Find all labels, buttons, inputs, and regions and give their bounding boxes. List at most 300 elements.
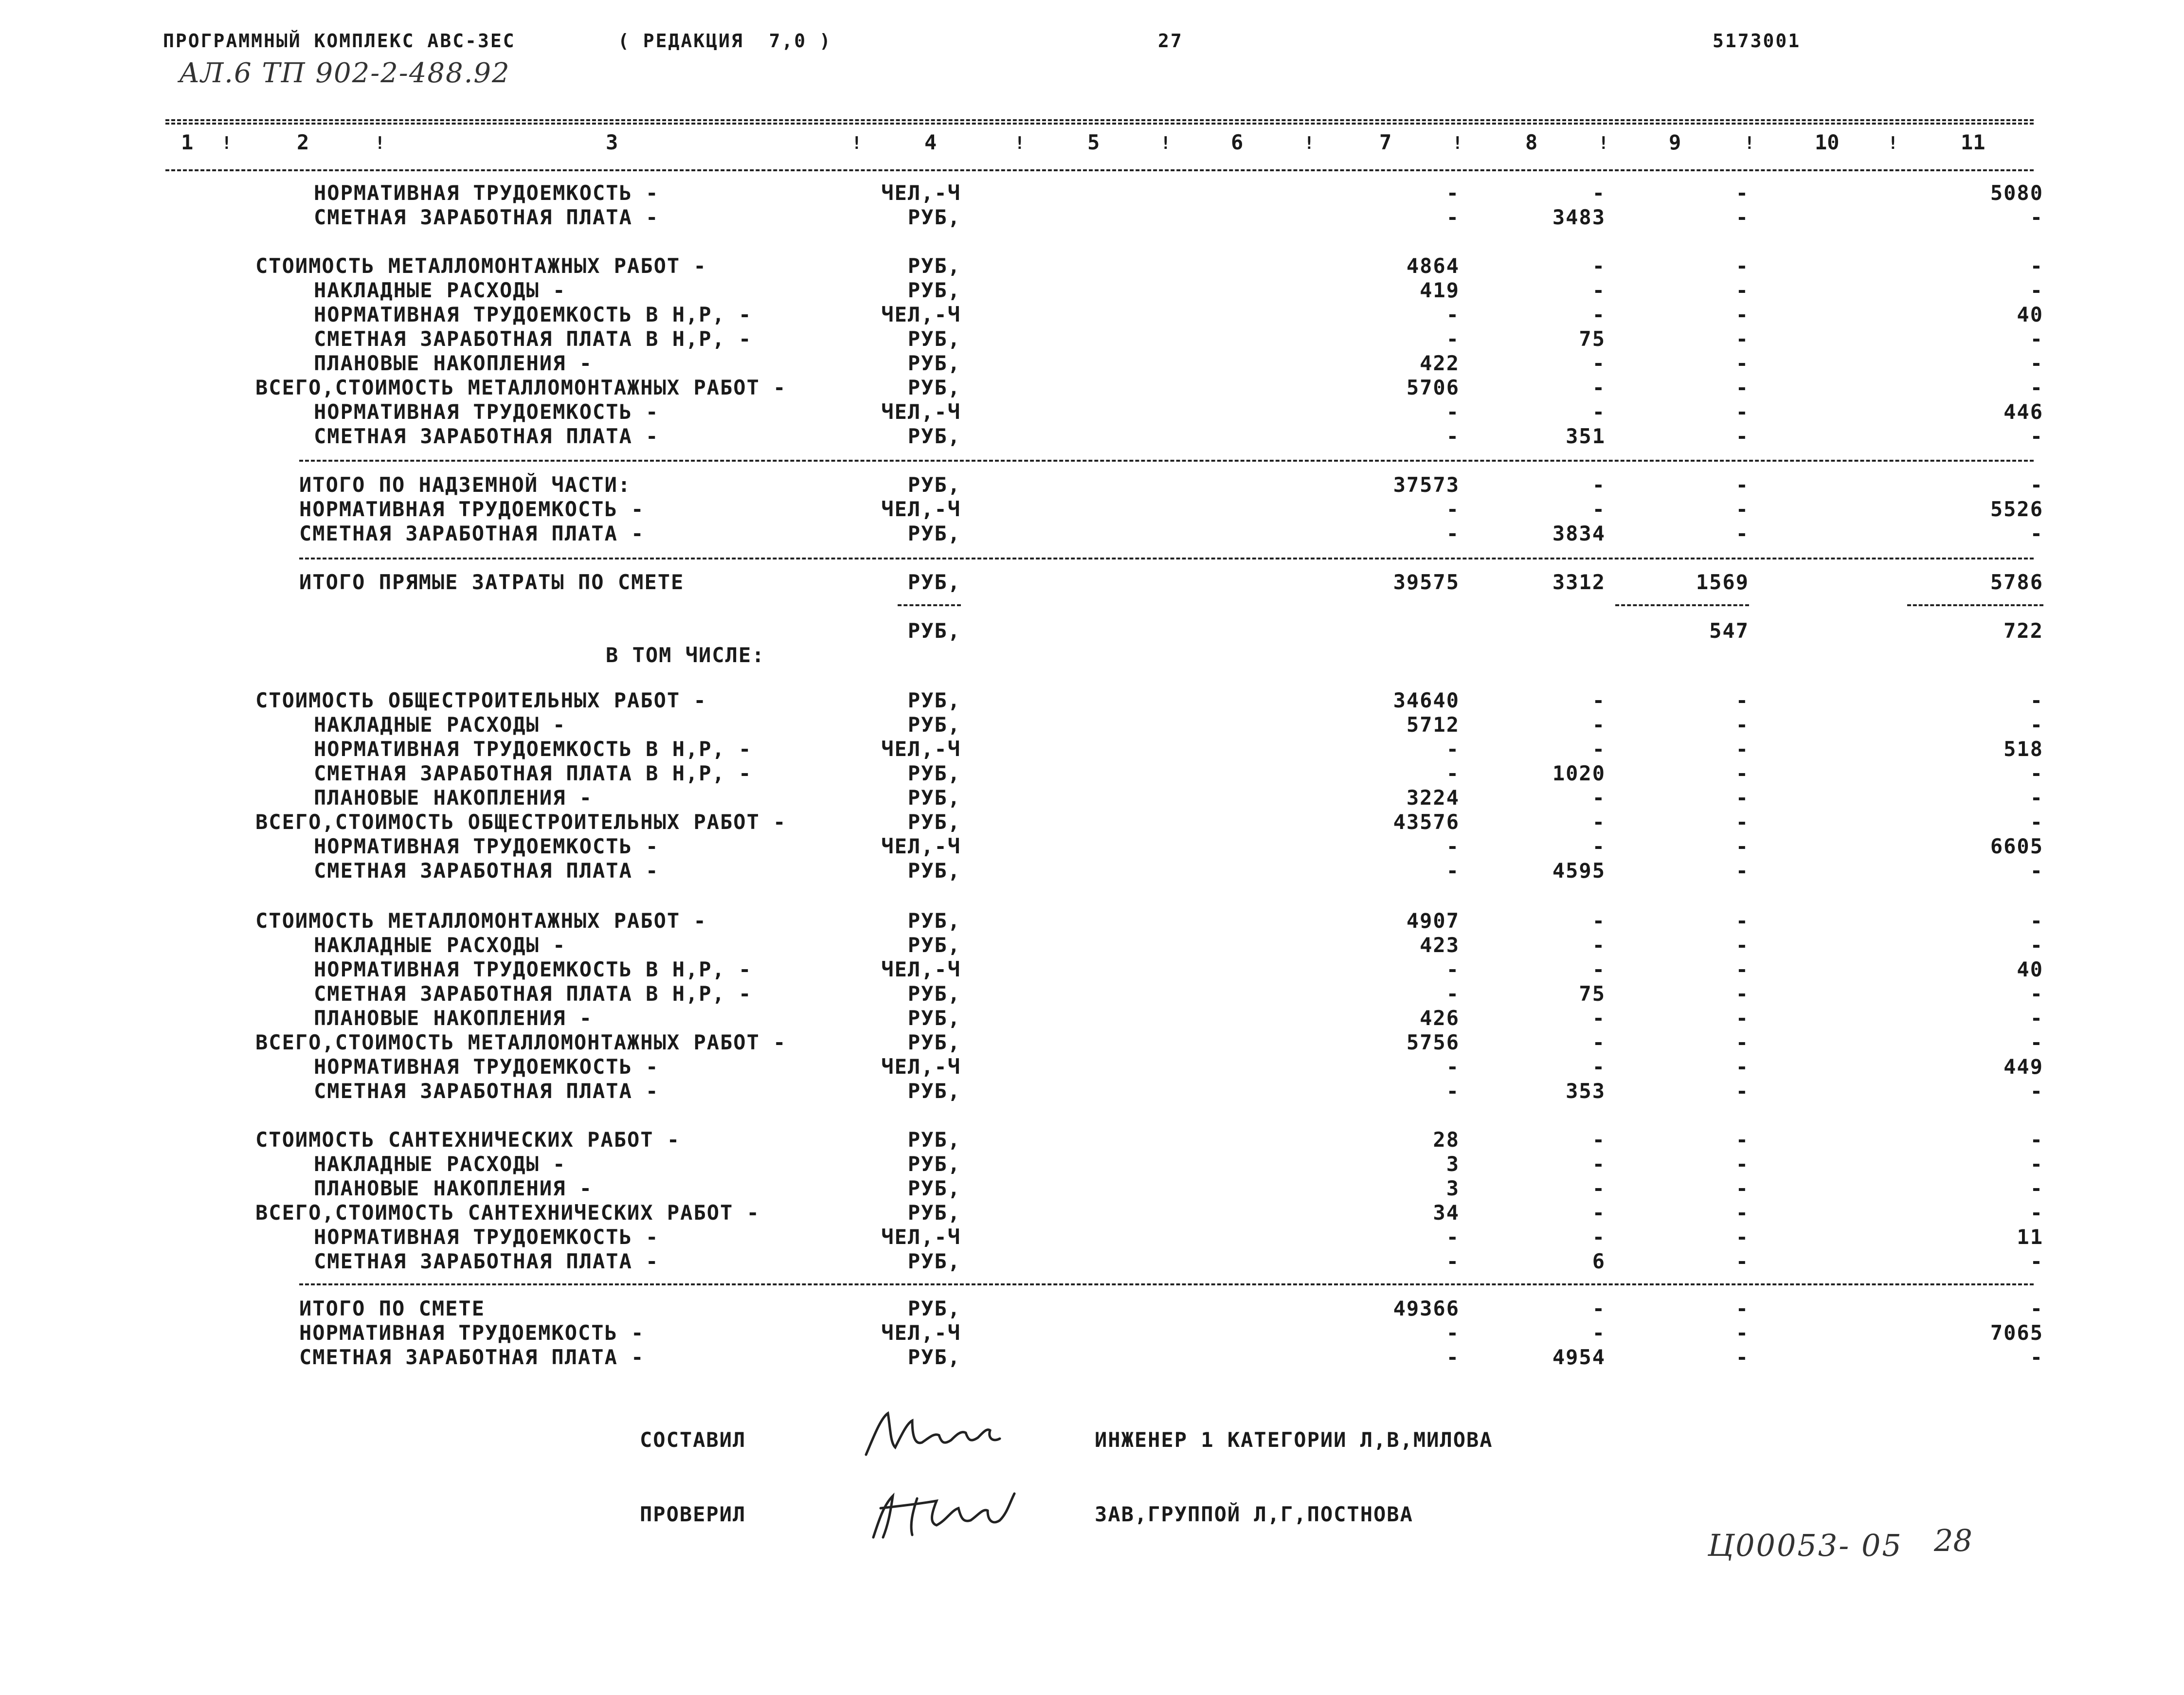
column-number: 7 bbox=[1379, 130, 1392, 154]
cost-cell: 49366 bbox=[1393, 1297, 1460, 1320]
row-label: НОРМАТИВНАЯ ТРУДОЕМКОСТЬ - bbox=[314, 834, 659, 858]
row-label: СМЕТНАЯ ЗАРАБОТНАЯ ПЛАТА - bbox=[299, 1345, 645, 1369]
unit-cell: ЧЕЛ,-Ч bbox=[881, 303, 961, 326]
cost-cell: 3224 bbox=[1406, 786, 1460, 810]
table-row bbox=[0, 1128, 2184, 1152]
labor-cell: - bbox=[2030, 982, 2043, 1006]
cost-cell: 43576 bbox=[1393, 810, 1460, 834]
machine-cell: - bbox=[1735, 278, 1749, 302]
machine-cell: - bbox=[1735, 205, 1749, 229]
row-label: НАКЛАДНЫЕ РАСХОДЫ - bbox=[314, 278, 566, 302]
cost-cell: 37573 bbox=[1393, 473, 1460, 497]
column-separator: ! bbox=[1888, 133, 1898, 153]
table-row bbox=[0, 1079, 2184, 1103]
unit-cell: РУБ, bbox=[907, 713, 961, 737]
row-label: НОРМАТИВНАЯ ТРУДОЕМКОСТЬ - bbox=[314, 1225, 659, 1249]
unit-cell: РУБ, bbox=[907, 761, 961, 785]
row-label: СМЕТНАЯ ЗАРАБОТНАЯ ПЛАТА В Н,Р, - bbox=[314, 761, 752, 785]
table-row bbox=[0, 570, 2184, 595]
cost-cell: - bbox=[1446, 1321, 1460, 1345]
labor-cell: - bbox=[2030, 351, 2043, 375]
checked-label: ПРОВЕРИЛ bbox=[640, 1502, 746, 1526]
labor-cell: 6605 bbox=[1990, 834, 2043, 858]
column-number: 2 bbox=[297, 130, 309, 154]
column-number: 8 bbox=[1525, 130, 1538, 154]
labor-cell: 40 bbox=[2017, 303, 2043, 326]
labor-cell: 449 bbox=[2004, 1055, 2043, 1079]
unit-cell: РУБ, bbox=[907, 786, 961, 810]
wage-cell: - bbox=[1592, 933, 1606, 957]
row-label: СТОИМОСТЬ САНТЕХНИЧЕСКИХ РАБОТ - bbox=[255, 1128, 681, 1152]
wage-cell: 4595 bbox=[1552, 859, 1606, 883]
labor-cell: - bbox=[2030, 1201, 2043, 1225]
labor-cell: - bbox=[2030, 859, 2043, 883]
row-label: НОРМАТИВНАЯ ТРУДОЕМКОСТЬ - bbox=[314, 400, 659, 424]
wage-cell: 353 bbox=[1566, 1079, 1606, 1103]
machine-cell: - bbox=[1735, 1079, 1749, 1103]
wage-cell: 75 bbox=[1579, 327, 1606, 351]
wage-cell: 4954 bbox=[1552, 1345, 1606, 1369]
row-label: ПЛАНОВЫЕ НАКОПЛЕНИЯ - bbox=[314, 351, 593, 375]
table-row bbox=[0, 1055, 2184, 1079]
labor-cell: 446 bbox=[2004, 400, 2043, 424]
machine-cell: - bbox=[1735, 933, 1749, 957]
labor-cell: 5786 bbox=[1990, 570, 2043, 594]
cost-cell: - bbox=[1446, 834, 1460, 858]
cost-cell: 34 bbox=[1433, 1201, 1460, 1225]
cost-cell: - bbox=[1446, 737, 1460, 761]
labor-cell: - bbox=[2030, 424, 2043, 448]
cost-cell: - bbox=[1446, 1249, 1460, 1273]
labor-cell: 11 bbox=[2017, 1225, 2043, 1249]
table-row bbox=[0, 497, 2184, 522]
table-row bbox=[0, 303, 2184, 327]
labor-cell: - bbox=[2030, 278, 2043, 302]
machine-cell: - bbox=[1735, 737, 1749, 761]
labor-cell: - bbox=[2030, 713, 2043, 737]
labor-cell: - bbox=[2030, 1345, 2043, 1369]
row-label: ВСЕГО,СТОИМОСТЬ МЕТАЛЛОМОНТАЖНЫХ РАБОТ - bbox=[255, 376, 787, 399]
wage-cell: - bbox=[1592, 1176, 1606, 1200]
wage-cell: - bbox=[1592, 957, 1606, 981]
wage-cell: 351 bbox=[1566, 424, 1606, 448]
unit-cell: РУБ, bbox=[907, 254, 961, 278]
wage-cell: - bbox=[1592, 786, 1606, 810]
column-separator: ! bbox=[1744, 133, 1755, 153]
wage-cell: - bbox=[1592, 713, 1606, 737]
column-number: 10 bbox=[1815, 130, 1840, 154]
wage-cell: 3834 bbox=[1552, 522, 1606, 545]
header-top-rule-2 bbox=[165, 123, 2034, 125]
unit-cell: РУБ, bbox=[907, 688, 961, 712]
table-row bbox=[0, 1152, 2184, 1176]
table-row bbox=[0, 1249, 2184, 1274]
table-row bbox=[0, 400, 2184, 424]
row-label: ИТОГО ПО СМЕТЕ bbox=[299, 1297, 486, 1320]
labor-cell: - bbox=[2030, 522, 2043, 545]
table-row bbox=[0, 619, 2184, 643]
row-label: НАКЛАДНЫЕ РАСХОДЫ - bbox=[314, 713, 566, 737]
column-separator: ! bbox=[375, 133, 385, 153]
wage-cell: - bbox=[1592, 688, 1606, 712]
unit-cell: РУБ, bbox=[907, 570, 961, 594]
table-row bbox=[0, 859, 2184, 883]
cost-cell: 3 bbox=[1446, 1176, 1460, 1200]
unit-cell: ЧЕЛ,-Ч bbox=[881, 400, 961, 424]
labor-cell: - bbox=[2030, 376, 2043, 399]
column-separator: ! bbox=[1598, 133, 1609, 153]
document-code: 5173001 bbox=[1713, 30, 1801, 52]
cost-cell: - bbox=[1446, 522, 1460, 545]
unit-cell: РУБ, bbox=[907, 619, 961, 643]
table-row bbox=[0, 1321, 2184, 1345]
row-label: НОРМАТИВНАЯ ТРУДОЕМКОСТЬ - bbox=[314, 181, 659, 205]
signature-checker bbox=[864, 1479, 1024, 1547]
cost-cell: - bbox=[1446, 181, 1460, 205]
unit-cell: РУБ, bbox=[907, 1201, 961, 1225]
column-number: 5 bbox=[1087, 130, 1100, 154]
cost-cell: - bbox=[1446, 1345, 1460, 1369]
labor-cell: - bbox=[2030, 761, 2043, 785]
row-label: СТОИМОСТЬ МЕТАЛЛОМОНТАЖНЫХ РАБОТ - bbox=[255, 909, 707, 933]
machine-cell: - bbox=[1735, 497, 1749, 521]
table-row bbox=[0, 473, 2184, 497]
machine-cell: 547 bbox=[1709, 619, 1749, 643]
cost-cell: - bbox=[1446, 400, 1460, 424]
wage-cell: - bbox=[1592, 351, 1606, 375]
wage-cell: - bbox=[1592, 1006, 1606, 1030]
labor-cell: 7065 bbox=[1990, 1321, 2043, 1345]
unit-cell: ЧЕЛ,-Ч bbox=[881, 1225, 961, 1249]
underline-rule bbox=[1907, 604, 2043, 606]
unit-cell: РУБ, bbox=[907, 522, 961, 545]
machine-cell: - bbox=[1735, 473, 1749, 497]
table-row bbox=[0, 327, 2184, 351]
table-row bbox=[0, 933, 2184, 957]
row-label: СМЕТНАЯ ЗАРАБОТНАЯ ПЛАТА - bbox=[314, 1079, 659, 1103]
unit-cell: РУБ, bbox=[907, 1297, 961, 1320]
column-number: 9 bbox=[1669, 130, 1681, 154]
unit-cell: ЧЕЛ,-Ч bbox=[881, 497, 961, 521]
machine-cell: - bbox=[1735, 982, 1749, 1006]
labor-cell: - bbox=[2030, 205, 2043, 229]
labor-cell: - bbox=[2030, 688, 2043, 712]
wage-cell: - bbox=[1592, 303, 1606, 326]
table-row bbox=[0, 424, 2184, 449]
row-label: НАКЛАДНЫЕ РАСХОДЫ - bbox=[314, 933, 566, 957]
unit-cell: РУБ, bbox=[907, 1345, 961, 1369]
labor-cell: - bbox=[2030, 1030, 2043, 1054]
row-label: СМЕТНАЯ ЗАРАБОТНАЯ ПЛАТА В Н,Р, - bbox=[314, 982, 752, 1006]
unit-cell: ЧЕЛ,-Ч bbox=[881, 834, 961, 858]
wage-cell: - bbox=[1592, 1297, 1606, 1320]
table-row bbox=[0, 1006, 2184, 1030]
composed-by: ИНЖЕНЕР 1 КАТЕГОРИИ Л,В,МИЛОВА bbox=[1095, 1428, 1493, 1452]
wage-cell: - bbox=[1592, 181, 1606, 205]
cost-cell: - bbox=[1446, 1055, 1460, 1079]
signature-composer bbox=[861, 1408, 1017, 1462]
row-label: НОРМАТИВНАЯ ТРУДОЕМКОСТЬ В Н,Р, - bbox=[314, 737, 752, 761]
row-label: НОРМАТИВНАЯ ТРУДОЕМКОСТЬ - bbox=[299, 1321, 645, 1345]
row-label: СМЕТНАЯ ЗАРАБОТНАЯ ПЛАТА - bbox=[299, 522, 645, 545]
cost-cell: 5706 bbox=[1406, 376, 1460, 399]
wage-cell: - bbox=[1592, 1055, 1606, 1079]
labor-cell: - bbox=[2030, 810, 2043, 834]
labor-cell: - bbox=[2030, 786, 2043, 810]
cost-cell: - bbox=[1446, 424, 1460, 448]
row-label: НОРМАТИВНАЯ ТРУДОЕМКОСТЬ - bbox=[314, 1055, 659, 1079]
cost-cell: 28 bbox=[1433, 1128, 1460, 1152]
wage-cell: 6 bbox=[1592, 1249, 1606, 1273]
separator-rule bbox=[299, 460, 2034, 462]
wage-cell: - bbox=[1592, 1128, 1606, 1152]
machine-cell: - bbox=[1735, 1297, 1749, 1320]
cost-cell: - bbox=[1446, 205, 1460, 229]
machine-cell: - bbox=[1735, 1345, 1749, 1369]
header-top-rule bbox=[165, 119, 2034, 121]
unit-cell: РУБ, bbox=[907, 909, 961, 933]
unit-cell: РУБ, bbox=[907, 327, 961, 351]
column-number: 3 bbox=[606, 130, 618, 154]
row-label: НОРМАТИВНАЯ ТРУДОЕМКОСТЬ - bbox=[299, 497, 645, 521]
table-row bbox=[0, 1225, 2184, 1249]
cost-cell: - bbox=[1446, 1225, 1460, 1249]
wage-cell: - bbox=[1592, 473, 1606, 497]
table-row bbox=[0, 1030, 2184, 1055]
unit-cell: РУБ, bbox=[907, 424, 961, 448]
table-row bbox=[0, 737, 2184, 761]
machine-cell: - bbox=[1735, 327, 1749, 351]
wage-cell: - bbox=[1592, 254, 1606, 278]
machine-cell: - bbox=[1735, 1006, 1749, 1030]
row-label: ИТОГО ПРЯМЫЕ ЗАТРАТЫ ПО СМЕТЕ bbox=[299, 570, 685, 594]
unit-cell: РУБ, bbox=[907, 933, 961, 957]
machine-cell: - bbox=[1735, 424, 1749, 448]
row-label: ВСЕГО,СТОИМОСТЬ САНТЕХНИЧЕСКИХ РАБОТ - bbox=[255, 1201, 760, 1225]
machine-cell: - bbox=[1735, 522, 1749, 545]
wage-cell: - bbox=[1592, 1030, 1606, 1054]
composed-label: СОСТАВИЛ bbox=[640, 1428, 746, 1452]
unit-cell: РУБ, bbox=[907, 278, 961, 302]
labor-cell: 722 bbox=[2004, 619, 2043, 643]
separator-rule bbox=[299, 558, 2034, 559]
unit-cell: РУБ, bbox=[907, 473, 961, 497]
labor-cell: - bbox=[2030, 254, 2043, 278]
row-label: ВСЕГО,СТОИМОСТЬ ОБЩЕСТРОИТЕЛЬНЫХ РАБОТ - bbox=[255, 810, 787, 834]
machine-cell: - bbox=[1735, 810, 1749, 834]
machine-cell: - bbox=[1735, 1055, 1749, 1079]
table-row bbox=[0, 1297, 2184, 1321]
handwritten-doc-code: Ц00053- 05 bbox=[1708, 1528, 1903, 1563]
table-row bbox=[0, 1345, 2184, 1370]
unit-cell: ЧЕЛ,-Ч bbox=[881, 1055, 961, 1079]
machine-cell: - bbox=[1735, 713, 1749, 737]
row-label: ПЛАНОВЫЕ НАКОПЛЕНИЯ - bbox=[314, 1176, 593, 1200]
program-title: ПРОГРАММНЫЙ КОМПЛЕКС АВС-3ЕС bbox=[163, 30, 516, 52]
labor-cell: 5080 bbox=[1990, 181, 2043, 205]
machine-cell: - bbox=[1735, 1225, 1749, 1249]
table-row bbox=[0, 1201, 2184, 1225]
wage-cell: - bbox=[1592, 497, 1606, 521]
wage-cell: - bbox=[1592, 278, 1606, 302]
machine-cell: - bbox=[1735, 1321, 1749, 1345]
machine-cell: - bbox=[1735, 909, 1749, 933]
machine-cell: - bbox=[1735, 1030, 1749, 1054]
column-separator: ! bbox=[1014, 133, 1025, 153]
machine-cell: - bbox=[1735, 1176, 1749, 1200]
column-number: 11 bbox=[1961, 130, 1985, 154]
labor-cell: 518 bbox=[2004, 737, 2043, 761]
underline-rule bbox=[1615, 604, 1749, 606]
column-separator: ! bbox=[221, 133, 232, 153]
unit-cell: РУБ, bbox=[907, 859, 961, 883]
labor-cell: - bbox=[2030, 1152, 2043, 1176]
row-label: ВСЕГО,СТОИМОСТЬ МЕТАЛЛОМОНТАЖНЫХ РАБОТ - bbox=[255, 1030, 787, 1054]
cost-cell: 3 bbox=[1446, 1152, 1460, 1176]
machine-cell: - bbox=[1735, 400, 1749, 424]
cost-cell: - bbox=[1446, 859, 1460, 883]
machine-cell: - bbox=[1735, 181, 1749, 205]
row-label: ИТОГО ПО НАДЗЕМНОЙ ЧАСТИ: bbox=[299, 473, 632, 497]
underline-rule bbox=[898, 604, 961, 606]
wage-cell: - bbox=[1592, 400, 1606, 424]
machine-cell: - bbox=[1735, 834, 1749, 858]
machine-cell: - bbox=[1735, 957, 1749, 981]
table-row bbox=[0, 522, 2184, 546]
cost-cell: 423 bbox=[1420, 933, 1460, 957]
unit-cell: РУБ, bbox=[907, 1128, 961, 1152]
labor-cell: - bbox=[2030, 933, 2043, 957]
unit-cell: РУБ, bbox=[907, 1152, 961, 1176]
wage-cell: - bbox=[1592, 1152, 1606, 1176]
row-label: СТОИМОСТЬ ОБЩЕСТРОИТЕЛЬНЫХ РАБОТ - bbox=[255, 688, 707, 712]
row-label: НОРМАТИВНАЯ ТРУДОЕМКОСТЬ В Н,Р, - bbox=[314, 957, 752, 981]
table-row bbox=[0, 1176, 2184, 1201]
unit-cell: РУБ, bbox=[907, 1079, 961, 1103]
cost-cell: - bbox=[1446, 497, 1460, 521]
machine-cell: - bbox=[1735, 859, 1749, 883]
wage-cell: - bbox=[1592, 737, 1606, 761]
cost-cell: - bbox=[1446, 303, 1460, 326]
cost-cell: 4907 bbox=[1406, 909, 1460, 933]
row-label: ПЛАНОВЫЕ НАКОПЛЕНИЯ - bbox=[314, 786, 593, 810]
cost-cell: - bbox=[1446, 957, 1460, 981]
unit-cell: РУБ, bbox=[907, 376, 961, 399]
table-row bbox=[0, 254, 2184, 278]
table-row bbox=[0, 688, 2184, 713]
separator-rule bbox=[299, 1283, 2034, 1285]
column-number: 1 bbox=[181, 130, 194, 154]
wage-cell: 3312 bbox=[1552, 570, 1606, 594]
machine-cell: - bbox=[1735, 351, 1749, 375]
row-label: СМЕТНАЯ ЗАРАБОТНАЯ ПЛАТА - bbox=[314, 424, 659, 448]
unit-cell: РУБ, bbox=[907, 351, 961, 375]
cost-cell: 4864 bbox=[1406, 254, 1460, 278]
unit-cell: РУБ, bbox=[907, 205, 961, 229]
labor-cell: 5526 bbox=[1990, 497, 2043, 521]
cost-cell: 39575 bbox=[1393, 570, 1460, 594]
checked-by: ЗАВ,ГРУППОЙ Л,Г,ПОСТНОВА bbox=[1095, 1502, 1413, 1526]
wage-cell: - bbox=[1592, 810, 1606, 834]
table-row bbox=[0, 351, 2184, 376]
labor-cell: - bbox=[2030, 1297, 2043, 1320]
unit-cell: ЧЕЛ,-Ч bbox=[881, 737, 961, 761]
cost-cell: 5756 bbox=[1406, 1030, 1460, 1054]
column-separator: ! bbox=[1452, 133, 1463, 153]
wage-cell: - bbox=[1592, 834, 1606, 858]
cost-cell: 34640 bbox=[1393, 688, 1460, 712]
machine-cell: - bbox=[1735, 376, 1749, 399]
unit-cell: РУБ, bbox=[907, 1006, 961, 1030]
machine-cell: 1569 bbox=[1696, 570, 1749, 594]
wage-cell: - bbox=[1592, 1225, 1606, 1249]
table-row bbox=[0, 786, 2184, 810]
machine-cell: - bbox=[1735, 303, 1749, 326]
table-row bbox=[0, 181, 2184, 205]
row-label: НАКЛАДНЫЕ РАСХОДЫ - bbox=[314, 1152, 566, 1176]
machine-cell: - bbox=[1735, 1249, 1749, 1273]
machine-cell: - bbox=[1735, 254, 1749, 278]
table-row bbox=[0, 982, 2184, 1006]
labor-cell: - bbox=[2030, 1176, 2043, 1200]
row-label: НОРМАТИВНАЯ ТРУДОЕМКОСТЬ В Н,Р, - bbox=[314, 303, 752, 326]
row-label: СМЕТНАЯ ЗАРАБОТНАЯ ПЛАТА - bbox=[314, 859, 659, 883]
wage-cell: - bbox=[1592, 909, 1606, 933]
unit-cell: ЧЕЛ,-Ч bbox=[881, 957, 961, 981]
cost-cell: 419 bbox=[1420, 278, 1460, 302]
row-label: В ТОМ ЧИСЛЕ: bbox=[606, 643, 765, 667]
machine-cell: - bbox=[1735, 1128, 1749, 1152]
cost-cell: 422 bbox=[1420, 351, 1460, 375]
cost-cell: 426 bbox=[1420, 1006, 1460, 1030]
table-row bbox=[0, 713, 2184, 737]
column-separator: ! bbox=[851, 133, 862, 153]
machine-cell: - bbox=[1735, 761, 1749, 785]
unit-cell: ЧЕЛ,-Ч bbox=[881, 1321, 961, 1345]
machine-cell: - bbox=[1735, 1152, 1749, 1176]
cost-cell: - bbox=[1446, 327, 1460, 351]
labor-cell: 40 bbox=[2017, 957, 2043, 981]
machine-cell: - bbox=[1735, 1201, 1749, 1225]
machine-cell: - bbox=[1735, 786, 1749, 810]
table-row bbox=[0, 278, 2184, 303]
row-label: СМЕТНАЯ ЗАРАБОТНАЯ ПЛАТА В Н,Р, - bbox=[314, 327, 752, 351]
edition-label: ( РЕДАКЦИЯ 7,0 ) bbox=[618, 30, 832, 52]
wage-cell: 1020 bbox=[1552, 761, 1606, 785]
cost-cell: - bbox=[1446, 1079, 1460, 1103]
cost-cell: - bbox=[1446, 982, 1460, 1006]
header-bottom-rule bbox=[165, 169, 2034, 171]
table-row bbox=[0, 957, 2184, 982]
wage-cell: - bbox=[1592, 1321, 1606, 1345]
column-separator: ! bbox=[1160, 133, 1171, 153]
handwritten-sheet-number: 28 bbox=[1934, 1523, 1972, 1558]
unit-cell: РУБ, bbox=[907, 1030, 961, 1054]
unit-cell: РУБ, bbox=[907, 1249, 961, 1273]
cost-cell: 5712 bbox=[1406, 713, 1460, 737]
unit-cell: ЧЕЛ,-Ч bbox=[881, 181, 961, 205]
column-number: 4 bbox=[924, 130, 937, 154]
table-row bbox=[0, 810, 2184, 834]
cost-cell: - bbox=[1446, 761, 1460, 785]
column-separator: ! bbox=[1304, 133, 1315, 153]
labor-cell: - bbox=[2030, 327, 2043, 351]
row-label: ПЛАНОВЫЕ НАКОПЛЕНИЯ - bbox=[314, 1006, 593, 1030]
machine-cell: - bbox=[1735, 688, 1749, 712]
unit-cell: РУБ, bbox=[907, 1176, 961, 1200]
unit-cell: РУБ, bbox=[907, 810, 961, 834]
handwritten-reference: АЛ.6 ТП 902-2-488.92 bbox=[179, 57, 510, 89]
